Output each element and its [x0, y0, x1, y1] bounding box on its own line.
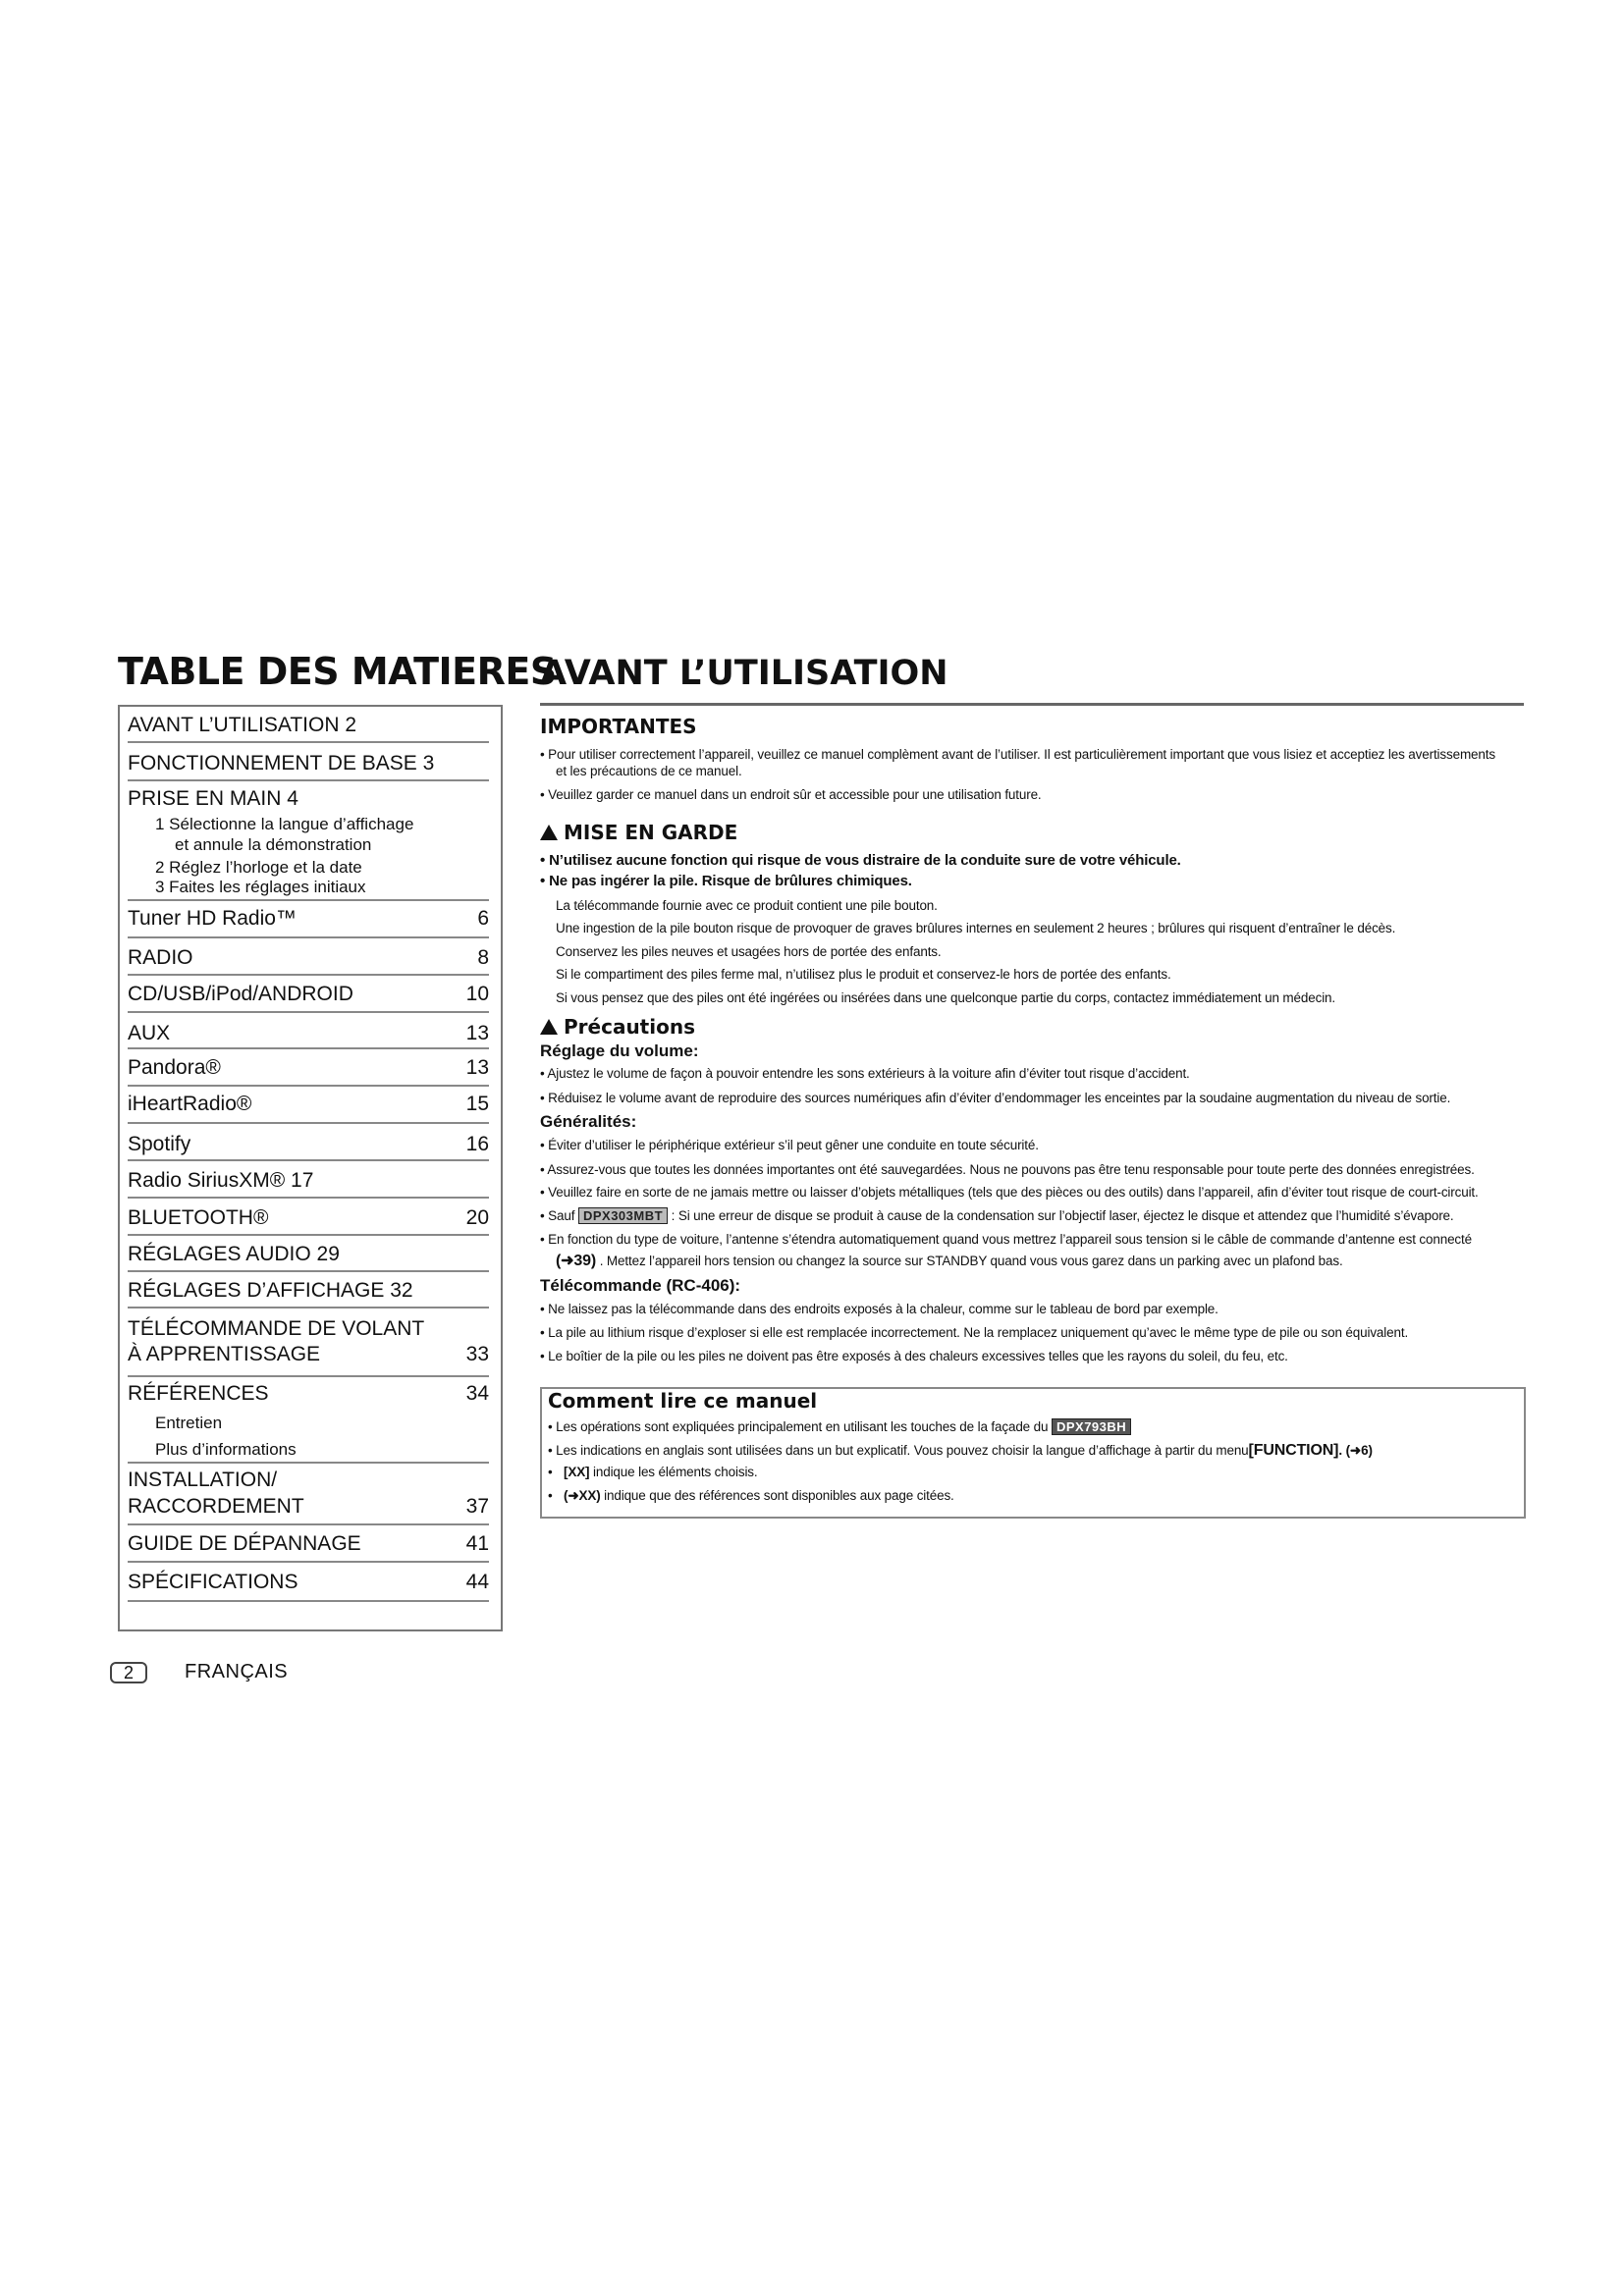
toc-entry-title: CD/USB/iPod/ANDROID	[128, 983, 353, 1005]
howto-line3-text: indique les éléments choisis.	[589, 1465, 758, 1479]
mise-en-garde-bold-line: • Ne pas ingérer la pile. Risque de brûlures chimiques.	[540, 873, 912, 889]
toc-entry[interactable]	[128, 707, 489, 743]
toc-entry-title: Tuner HD Radio™	[128, 907, 297, 930]
generalites-line: • Veuillez faire en sorte de ne jamais mettre ou laisser d’objets métalliques (tels que des pièces ou des outils) dans l’appareil, afin d’éviter tout risque de court-circuit.	[540, 1185, 1479, 1200]
toc-entry[interactable]	[128, 781, 489, 901]
toc-entry[interactable]	[128, 1161, 489, 1199]
toc-entry[interactable]	[128, 743, 489, 781]
telecommande-heading: Télécommande (RC-406):	[540, 1276, 741, 1295]
generalites-line: • En fonction du type de voiture, l’antenne s’étendra automatiquement quand vous mettrez l’appareil sous tension si le câble de commande d’antenne est connecté	[540, 1232, 1472, 1247]
toc-entry[interactable]	[128, 1377, 489, 1464]
toc-entry-title: SPÉCIFICATIONS	[128, 1571, 298, 1593]
generalites-antenne-cont	[556, 1253, 1343, 1269]
model-badge-dpx303mbt: DPX303MBT	[578, 1207, 668, 1224]
toc-entry-page: 33	[465, 1343, 489, 1365]
toc-entry-title: Radio SiriusXM® 17	[128, 1169, 314, 1192]
toc-entry-title: RÉGLAGES AUDIO 29	[128, 1243, 340, 1265]
volume-heading: Réglage du volume:	[540, 1041, 699, 1060]
mise-en-garde-line: Conservez les piles neuves et usagées hors de portée des enfants.	[556, 944, 942, 959]
toc-entry[interactable]	[128, 1087, 489, 1124]
toc-subitem[interactable]: Plus d’informations	[155, 1440, 297, 1459]
toc-entry-page: 8	[477, 946, 489, 969]
toc-heading: TABLE DES MATIERES	[118, 650, 557, 693]
toc-entry-page: 37	[465, 1495, 489, 1518]
toc-subitem[interactable]: 1 Sélectionne la langue d’affichage	[155, 815, 414, 833]
toc-entry-title: AVANT L’UTILISATION 2	[128, 714, 357, 736]
howto-line	[548, 1418, 1131, 1435]
toc-entry[interactable]	[128, 1049, 489, 1087]
volume-line: • Réduisez le volume avant de reproduire des sources numériques afin d’éviter d’endommager les enceintes par la soudaine augmentation du niveau de sortie.	[540, 1091, 1451, 1105]
ref-example: (➜XX)	[564, 1488, 601, 1503]
toc-entry-page: 44	[465, 1571, 489, 1593]
precautions-heading	[540, 1015, 695, 1039]
toc-subitem[interactable]: et annule la démonstration	[175, 835, 372, 854]
toc-entry-title: Pandora®	[128, 1056, 221, 1079]
howto-line1-text: • Les opérations sont expliquées principalement en utilisant les touches de la façade du	[548, 1419, 1049, 1434]
mise-en-garde-heading	[540, 821, 737, 844]
toc-entry-title: FONCTIONNEMENT DE BASE 3	[128, 752, 435, 774]
page-ref-link[interactable]: (➜39)	[556, 1253, 597, 1269]
mise-en-garde-line: Si vous pensez que des piles ont été ingérées ou insérées dans une quelconque partie du corps, contactez immédiatement un médecin.	[556, 990, 1336, 1005]
toc-entry[interactable]	[128, 1464, 489, 1525]
key-example: [XX]	[564, 1465, 590, 1479]
warning-icon	[540, 1019, 558, 1035]
toc-entry[interactable]	[128, 938, 489, 976]
toc-entry-title: GUIDE DE DÉPANNAGE	[128, 1532, 361, 1555]
sauf-text: : Si une erreur de disque se produit à cause de la condensation sur l’objectif laser, éjectez le disque et attendez que l’humidité s’évapore.	[668, 1208, 1454, 1223]
toc-entry[interactable]	[128, 1236, 489, 1272]
page-ref-link[interactable]: . (➜6)	[1338, 1443, 1373, 1458]
toc-entry-title: RÉFÉRENCES	[128, 1382, 269, 1405]
mise-en-garde-line: Si le compartiment des piles ferme mal, n’utilisez plus le produit et conservez-le hors de portée des enfants.	[556, 967, 1171, 982]
toc-entry-title: iHeartRadio®	[128, 1093, 252, 1115]
howto-heading: Comment lire ce manuel	[548, 1389, 818, 1413]
toc-entry[interactable]	[128, 1013, 489, 1049]
toc-entry-title: Spotify	[128, 1133, 191, 1155]
howto-line4-text: indique que des références sont disponibles aux page citées.	[600, 1488, 954, 1503]
telecommande-line: • Ne laissez pas la télécommande dans des endroits exposés à la chaleur, comme sur le tableau de bord par exemple.	[540, 1302, 1218, 1316]
toc-entry-page: 6	[477, 907, 489, 930]
antenne-cont-text: . Mettez l’appareil hors tension ou changez la source sur STANDBY quand vous vous garez dans un parking avec un plafond bas.	[596, 1254, 1343, 1268]
toc-entry-title-line2: RACCORDEMENT	[128, 1495, 304, 1518]
toc-entry-title-line2: À APPRENTISSAGE	[128, 1343, 321, 1365]
toc-entry-title: INSTALLATION/	[128, 1468, 278, 1491]
mise-en-garde-title: MISE EN GARDE	[564, 821, 738, 844]
howto-line	[548, 1442, 1373, 1459]
toc-entry-page: 34	[465, 1382, 489, 1405]
toc-entry[interactable]	[128, 1563, 489, 1602]
sauf-prefix: • Sauf	[540, 1208, 575, 1223]
toc-entry[interactable]	[128, 1525, 489, 1563]
warning-icon	[540, 825, 558, 840]
toc-box	[118, 705, 503, 1631]
toc-entry-title: PRISE EN MAIN 4	[128, 787, 298, 810]
language-label: FRANÇAIS	[185, 1661, 289, 1682]
toc-entry-page: 41	[465, 1532, 489, 1555]
toc-entry[interactable]	[128, 976, 489, 1013]
generalites-line: • Assurez-vous que toutes les données importantes ont été sauvegardées. Nous ne pouvons pas être tenu responsable pour toute perte des données enregistrées.	[540, 1162, 1475, 1177]
howto-line2-text: • Les indications en anglais sont utilisées dans un but explicatif. Vous pouvez choisir la langue d’affichage à partir du menu	[548, 1443, 1249, 1458]
toc-entry-title: TÉLÉCOMMANDE DE VOLANT	[128, 1317, 425, 1340]
volume-line: • Ajustez le volume de façon à pouvoir entendre les sons extérieurs à la voiture afin d’éviter tout risque d’accident.	[540, 1066, 1190, 1081]
main-heading: AVANT L’UTILISATION	[540, 654, 948, 693]
toc-entry-page: 16	[465, 1133, 489, 1155]
toc-subitem[interactable]: Entretien	[155, 1414, 223, 1432]
toc-entry-title: AUX	[128, 1022, 171, 1044]
toc-entry[interactable]	[128, 1272, 489, 1308]
toc-entry-title: RÉGLAGES D’AFFICHAGE 32	[128, 1279, 413, 1302]
toc-entry-title: BLUETOOTH®	[128, 1206, 269, 1229]
model-badge-dpx793bh: DPX793BH	[1052, 1418, 1131, 1435]
mise-en-garde-bold-line: • N’utilisez aucune fonction qui risque de vous distraire de la conduite sure de votre véhicule.	[540, 852, 1181, 869]
toc-entry-page: 13	[465, 1022, 489, 1044]
toc-entry[interactable]	[128, 901, 489, 938]
toc-entry-page: 20	[465, 1206, 489, 1229]
importantes-line: • Veuillez garder ce manuel dans un endroit sûr et accessible pour une utilisation future.	[540, 787, 1042, 802]
mise-en-garde-line: La télécommande fournie avec ce produit contient une pile bouton.	[556, 898, 938, 913]
toc-entry-title: RADIO	[128, 946, 193, 969]
toc-entry[interactable]	[128, 1124, 489, 1161]
function-key: [FUNCTION]	[1248, 1442, 1339, 1459]
toc-entry-page: 10	[465, 983, 489, 1005]
telecommande-line: • La pile au lithium risque d’exploser si elle est remplacée incorrectement. Ne la remplacez uniquement qu’avec le même type de pile ou son équivalent.	[540, 1325, 1409, 1340]
generalites-heading: Généralités:	[540, 1112, 637, 1131]
importantes-heading: IMPORTANTES	[540, 715, 697, 738]
mise-en-garde-line: Une ingestion de la pile bouton risque de provoquer de graves brûlures internes en seulement 2 heures ; brûlures qui risquent d’entraîner le décès.	[556, 921, 1396, 935]
importantes-line: et les précautions de ce manuel.	[556, 764, 742, 778]
toc-subitem[interactable]: 2 Réglez l’horloge et la date	[155, 858, 362, 877]
page-number: 2	[110, 1662, 147, 1683]
howto-line: • (➜XX) indique que des références sont disponibles aux page citées.	[548, 1488, 954, 1503]
toc-entry-page: 15	[465, 1093, 489, 1115]
importantes-line: • Pour utiliser correctement l’appareil, veuillez ce manuel complèment avant de l’utiliser. Il est particulièrement important que vous lisiez et acceptiez les avertissements	[540, 747, 1495, 762]
howto-line: • [XX] indique les éléments choisis.	[548, 1465, 758, 1479]
toc-entry-page: 13	[465, 1056, 489, 1079]
heading-rule	[540, 703, 1524, 706]
precautions-title: Précautions	[564, 1015, 695, 1039]
generalites-sauf-line	[540, 1207, 1454, 1224]
toc-entry[interactable]	[128, 1199, 489, 1236]
telecommande-line: • Le boîtier de la pile ou les piles ne doivent pas être exposés à des chaleurs excessives telles que les rayons du soleil, du feu, etc.	[540, 1349, 1288, 1363]
howto-box	[540, 1387, 1526, 1519]
toc-subitem[interactable]: 3 Faites les réglages initiaux	[155, 878, 366, 896]
generalites-line: • Éviter d’utiliser le périphérique extérieur s’il peut gêner une conduite en toute sécurité.	[540, 1138, 1039, 1152]
toc-entry[interactable]	[128, 1308, 489, 1377]
